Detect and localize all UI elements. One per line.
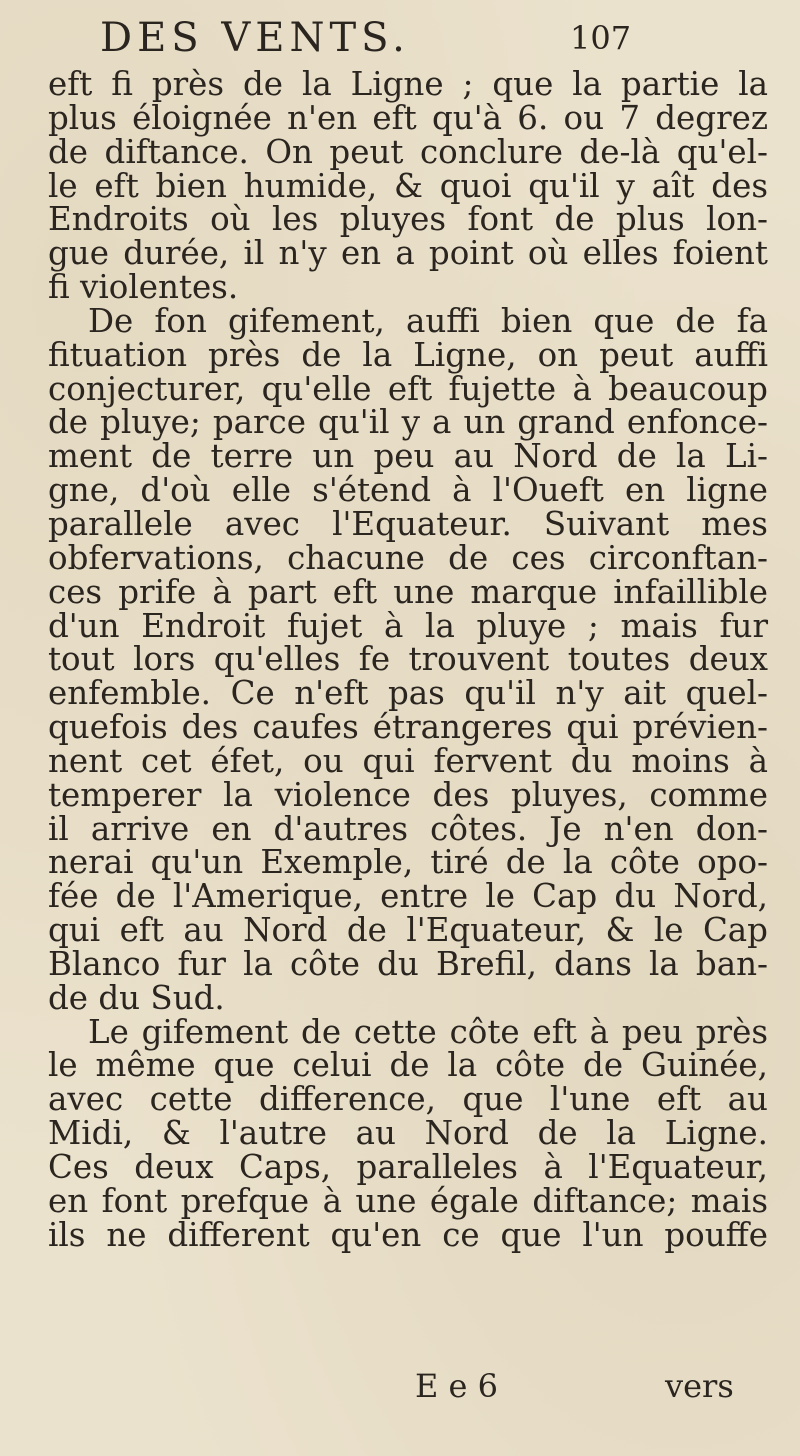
- text-line: fituation près de la Ligne, on peut auffi: [48, 335, 768, 374]
- text-line: nent cet éfet, ou qui fervent du moins à: [48, 741, 768, 780]
- body-text: [48, 65, 768, 1254]
- text-line: gne, d'où elle s'étend à l'Oueft en ligne: [48, 471, 768, 510]
- signature-mark: E e 6: [415, 1367, 498, 1405]
- text-line: Ces deux Caps, paralleles à l'Equateur,: [48, 1148, 768, 1186]
- text-line: avec cette difference, que l'une eft au: [48, 1080, 768, 1119]
- text-line: parallele avec l'Equateur. Suivant mes: [48, 504, 768, 543]
- text-line: Le gifement de cette côte eft à peu près: [88, 1012, 768, 1051]
- text-line: tout lors qu'elles fe trouvent toutes deux: [48, 640, 768, 679]
- page-number: 107: [570, 19, 632, 57]
- text-line: fée de l'Amerique, entre le Cap du Nord,: [48, 877, 768, 916]
- text-line: ment de terre un peu au Nord de la Li-: [48, 437, 768, 476]
- text-line: il arrive en d'autres côtes. Je n'en don-: [48, 809, 768, 848]
- text-line: en font prefque à une égale diftance; mais: [48, 1181, 768, 1220]
- catchword: vers: [665, 1367, 734, 1405]
- text-line: le eft bien humide, & quoi qu'il y aît des: [48, 166, 768, 205]
- text-line: De fon gifement, auffi bien que de fa: [88, 301, 768, 340]
- text-line: nerai qu'un Exemple, tiré de la côte opo-: [48, 843, 768, 882]
- text-line: qui eft au Nord de l'Equateur, & le Cap: [48, 911, 768, 950]
- text-line: plus éloignée n'en eft qu'à 6. ou 7 degrez: [48, 98, 768, 137]
- text-line: temperer la violence des pluyes, comme: [48, 775, 768, 814]
- text-line: ces prife à part eft une marque infaillible: [48, 572, 768, 611]
- text-line: fi violentes.: [48, 268, 239, 307]
- page-header: [0, 14, 800, 62]
- text-line: obfervations, chacune de ces circonftan-: [48, 538, 768, 577]
- text-line: gue durée, il n'y en a point où elles foient: [48, 234, 768, 273]
- text-line: ils ne different qu'en ce que l'un pouffe: [48, 1215, 768, 1254]
- text-line: conjecturer, qu'elle eft fujette à beaucoup: [48, 369, 768, 408]
- text-line: d'un Endroit fujet à la pluye ; mais fur: [48, 606, 768, 645]
- text-line: Blanco fur la côte du Brefil, dans la ban-: [48, 944, 768, 983]
- text-line: de du Sud.: [48, 978, 225, 1017]
- text-line: de diftance. On peut conclure de-là qu'el-: [48, 132, 768, 171]
- text-line: le même que celui de la côte de Guinée,: [48, 1046, 768, 1085]
- text-line: Midi, & l'autre au Nord de la Ligne.: [48, 1114, 768, 1153]
- text-line: quefois des caufes étrangeres qui prévien-: [48, 708, 768, 747]
- text-line: Endroits où les pluyes font de plus lon-: [48, 200, 768, 239]
- text-line: enfemble. Ce n'eft pas qu'il n'y ait quel-: [48, 674, 768, 713]
- running-head: DES VENTS.: [100, 15, 410, 61]
- text-line: de pluye; parce qu'il y a un grand enfonce-: [48, 403, 768, 442]
- text-line: eft fi près de la Ligne ; que la partie la: [48, 65, 768, 103]
- page-footer: [0, 1366, 800, 1406]
